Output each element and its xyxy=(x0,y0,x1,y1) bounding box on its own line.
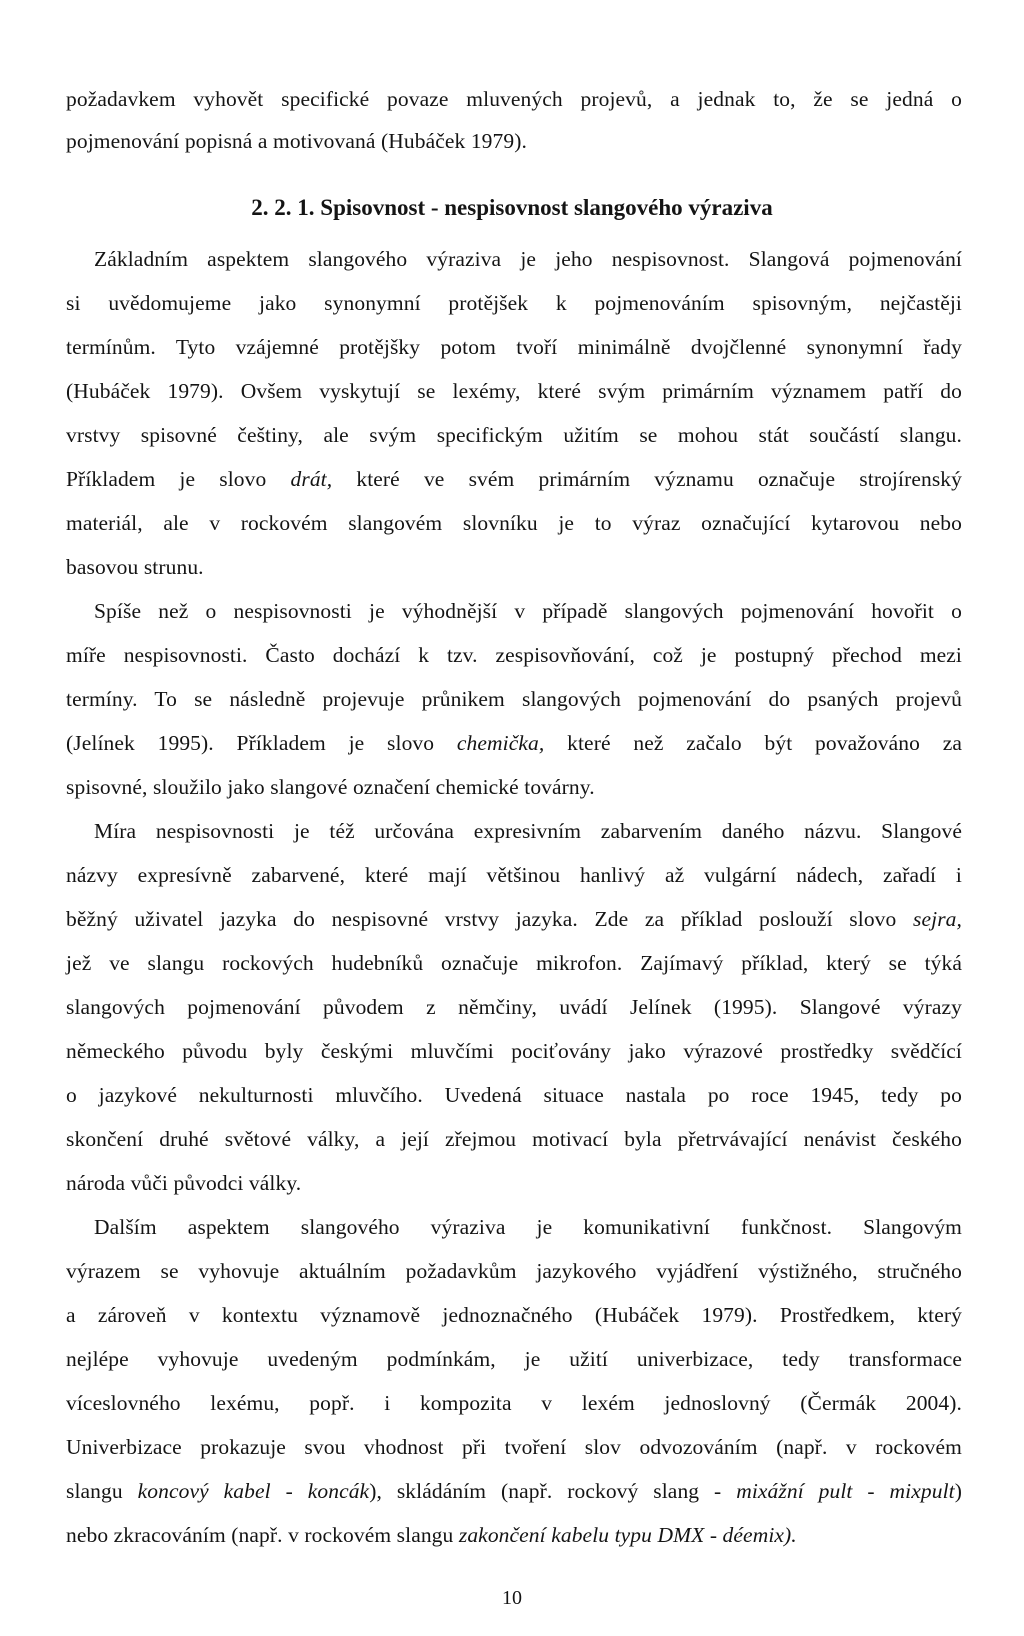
p1-line-6-post: které ve svém primárním významu označuje strojírenský xyxy=(332,467,962,491)
example-koncak: koncový kabel - koncák xyxy=(137,1479,370,1503)
p4-line-8-a: nebo zkracováním (např. v rockovém slangu xyxy=(66,1523,459,1547)
page-number: 10 xyxy=(502,1587,522,1609)
p1-line-7: materiál, ale v rockovém slangovém slovníku je to výraz označující kytarovou nebo xyxy=(66,511,962,535)
p1-line-4: (Hubáček 1979). Ovšem vyskytují se lexémy, které svým primárním významem patří do xyxy=(66,379,962,403)
p4-line-4: nejlépe vyhovuje uvedeným podmínkám, je užití univerbizace, tedy transformace xyxy=(66,1347,962,1371)
p4-line-7 xyxy=(66,1476,962,1506)
section-heading: 2. 2. 1. Spisovnost - nespisovnost slangového výraziva xyxy=(251,195,773,220)
p3-line-9: národa vůči původci války. xyxy=(66,1171,302,1195)
p2-line-2: míře nespisovnosti. Často dochází k tzv. zespisovňování, což je postupný přechod mezi xyxy=(66,643,962,667)
p3-line-2: názvy expresívně zabarvené, které mají většinou hanlivý až vulgární nádech, zařadí i xyxy=(66,863,962,887)
example-word-drat: drát, xyxy=(290,467,333,491)
example-deemix: zakončení kabelu typu DMX - déemix). xyxy=(458,1523,797,1547)
p1-line-3: termínům. Tyto vzájemné protějšky potom tvoří minimálně dvojčlenné synonymní řady xyxy=(66,335,962,359)
p2-line-1: Spíše než o nespisovnosti je výhodnější v případě slangových pojmenování hovořit o xyxy=(94,599,962,623)
p2-line-4-post: které než začalo být považováno za xyxy=(544,731,962,755)
p4-line-7-a: slangu xyxy=(66,1479,138,1503)
p4-line-8 xyxy=(66,1520,962,1550)
p4-line-1: Dalším aspektem slangového výraziva je komunikativní funkčnost. Slangovým xyxy=(94,1215,962,1239)
p3-line-5: slangových pojmenování původem z němčiny, uvádí Jelínek (1995). Slangové výrazy xyxy=(66,995,962,1019)
p2-line-3: termíny. To se následně projevuje průnikem slangových pojmenování do psaných projevů xyxy=(66,687,962,711)
example-word-chemicka: chemička, xyxy=(456,731,545,755)
intro-line-1: požadavkem vyhovět specifické povaze mluvených projevů, a jednak to, že se jedná o xyxy=(66,87,962,111)
p3-line-3-pre: běžný uživatel jazyka do nespisovné vrstvy jazyka. Zde za příklad poslouží slovo xyxy=(66,907,914,931)
p3-line-7: o jazykové nekulturnosti mluvčího. Uvedená situace nastala po roce 1945, tedy po xyxy=(66,1083,962,1107)
p1-line-2: si uvědomujeme jako synonymní protějšek k pojmenováním spisovným, nejčastěji xyxy=(66,291,962,315)
p4-line-7-e: ) xyxy=(954,1479,962,1503)
p1-line-6 xyxy=(66,464,962,494)
p3-line-6: německého původu byly českými mluvčími pociťovány jako výrazové prostředky svědčící xyxy=(66,1039,962,1063)
p4-line-6: Univerbizace prokazuje svou vhodnost při tvoření slov odvozováním (např. v rockovém xyxy=(66,1435,962,1459)
p4-line-5: víceslovného lexému, popř. i kompozita v lexém jednoslovný (Čermák 2004). xyxy=(66,1391,962,1415)
p2-line-4 xyxy=(66,728,962,758)
p2-line-5: spisovné, sloužilo jako slangové označení chemické továrny. xyxy=(66,775,595,799)
p3-line-4: jež ve slangu rockových hudebníků označuje mikrofon. Zajímavý příklad, který se týká xyxy=(66,951,962,975)
p1-line-8: basovou strunu. xyxy=(66,555,204,579)
p1-line-5: vrstvy spisovné češtiny, ale svým specifickým užitím se mohou stát součástí slangu. xyxy=(66,423,962,447)
p3-line-3 xyxy=(66,904,962,934)
p1-line-6-pre: Příkladem je slovo xyxy=(66,467,291,491)
example-mixpult: mixážní pult - mixpult xyxy=(736,1479,955,1503)
p1-line-1: Základním aspektem slangového výraziva je jeho nespisovnost. Slangová pojmenování xyxy=(94,247,962,271)
p4-line-3: a zároveň v kontextu významově jednoznačného (Hubáček 1979). Prostředkem, který xyxy=(66,1303,962,1327)
example-word-sejra: sejra, xyxy=(913,907,962,931)
p4-line-7-c: ), skládáním (např. rockový slang - xyxy=(369,1479,737,1503)
p2-line-4-pre: (Jelínek 1995). Příkladem je slovo xyxy=(66,731,457,755)
p3-line-8: skončení druhé světové války, a její zřejmou motivací byla přetrvávající nenávist českého xyxy=(66,1127,962,1151)
p3-line-1: Míra nespisovnosti je též určována expresivním zabarvením daného názvu. Slangové xyxy=(94,819,962,843)
intro-line-2: pojmenování popisná a motivovaná (Hubáček 1979). xyxy=(66,129,527,153)
p4-line-2: výrazem se vyhovuje aktuálním požadavkům jazykového vyjádření výstižného, stručného xyxy=(66,1259,962,1283)
